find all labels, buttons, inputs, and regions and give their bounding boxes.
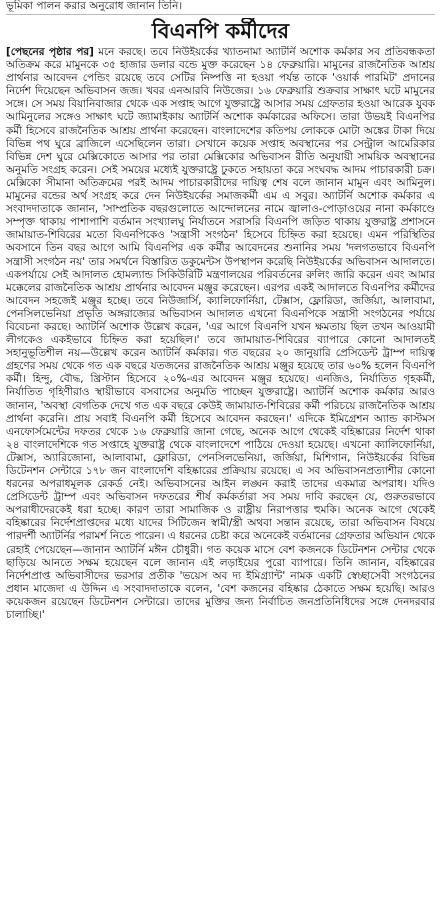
jump-reference: [পেছনের পৃষ্ঠার পর] (6, 46, 94, 58)
article-body (6, 46, 435, 886)
headline: বিএনপি কর্মীদের (151, 19, 290, 43)
article-text: মনে করছে। তবে নিউইয়র্কের খ্যাতনামা অ্যাটর্নি অশোক কর্মকার সব প্রতিবন্ধকতা অতিক্রম করে মামুনকে ৩৫ হাজার ডলার বন্ডে মুক্ত করেছেন ১৪ ফেব্রুয়ারি। মামুনের রাজনৈতিক আশ্রয় প্রার্থনার আবেদন পেন্ডিং রয়েছে তবে সেটির নিষ্পত্তি না হওয়া পর্যন্ত তাকে 'ওয়ার্ক পারমিট' প্রদানের নির্দেশ দিয়েছেন অভিবাসন জজ। খবর এনআরবি নিউজের। ১৬ ফেব্রুয়ারি শুক্রবার সাক্ষাৎ ঘটে মামুনের সঙ্গে। সে সময় বিয়ানিবাজার থেকে এক সপ্তাহ আগে যুক্তরাষ্ট্রে আসার সময় গ্রেফতার হওয়া আরেক যুবক আমিনুলের সঙ্গেও সাক্ষাৎ ঘটে জ্যামাইকায় অ্যাটর্নি অশোক কর্মকারের অফিসে। তারা উভয়ই বিএনপির কর্মী হিসেবে রাজনৈতিক আশ্রয় প্রার্থনা করেছেন। বাংলাদেশের কতিপয় লোককে মোটা অঙ্কের টাকা দিয়ে বিভিন্ন পথ ঘুরে ব্রাজিলে এসেছিলেন তারা। সেখানে কয়েক সপ্তাহ অবস্থানের পর সেন্ট্রাল আমেরিকার বিভিন্ন দেশ ঘুরে মেক্সিকোতে আসার পর তারা মেক্সিকোর অভিবাসন রীতি অনুযায়ী সাময়িক অবস্থানের অনুমতি সংগ্রহ করেন। সেই সময়ের মধ্যেই যুক্তরাষ্ট্রে ঢুকতে সহায়তা করে সংঘবদ্ধ আদম পাচারকারী চক্র। মেক্সিকো সীমানা অতিক্রমের পরই আদম পাচারকারীদের দায়িত্ব শেষ বলে জানান মামুন এবং আমিনুল। মামুনের বন্ডের অর্থ সংগ্রহ করে দেন নিউইয়র্কের সমাজকর্মী এম এ সবুর। অ্যাটর্নি অশোক কর্মকার এ সংবাদদাতাকে জানান, 'সাম্প্রতিক বছরগুলোতে আন্দোলনের নামে জ্বালাও-পোড়াওয়ের নানা কর্মকাণ্ডে সম্পৃক্ত থাকায় পাশাপাশি বর্তমান সংখ্যালঘু নির্যাতনে সরাসরি বিএনপি জড়িত থাকায় যুক্তরাষ্ট্র প্রশাসনে জামায়াত-শিবিরের মতো বিএনপিকেও 'সন্ত্রাসী সংগঠন' হিসেবে চিহ্নিত করা হয়েছে। এমন পরিস্থিতির অবসানে তিন বছর আগে আমি বিএনপির এক কর্মীর আবেদনের শুনানির সময় 'দলগতভাবে বিএনপি সন্ত্রাসী সংগঠন নয়' তার সমর্থনে বিস্তারিত ডকুমেন্টস উপস্থাপন করেছি নিউইয়র্কের অভিবাসন আদালতে। একপর্যায়ে সেই আদালত হোমল্যান্ড সিকিউরিটি মন্ত্রণালয়ের পরিবর্তনের রুলিং জারি করেন এবং আমার মক্কেলের রাজনৈতিক আশ্রয় প্রার্থনার আবেদন মঞ্জুর করেছেন। এরপর একই আদালতে বিএনপির কর্মীদের আবেদন সহজেই মঞ্জুর হচ্ছে। তবে নিউজার্সি, ক্যালিফোর্নিয়া, টেক্সাস, ফ্লোরিডা, জর্জিয়া, আলাবামা, পেনসিলভেনিয়া প্রভৃতি অঙ্গরাজ্যের অভিবাসন আদালত এখনো বিএনপিকে সন্ত্রাসী সংগঠনের পর্যায়ে বিবেচনা করছে। অ্যাটর্নি অশোক উল্লেখ করেন, 'এর আগে বিএনপি যখন ক্ষমতায় ছিল তখন আওয়ামী লীগকেও একইভাবে চিহ্নিত করা হয়েছিল।' তবে জামায়াত-শিবিরের ব্যাপারে কোনো আদালতই সহানুভূতিশীল নয়—উল্লেখ করেন অ্যাটর্নি কর্মকার। গত বছরের ২০ জানুয়ারি প্রেসিডেন্ট ট্রাম্প দায়িত্ব গ্রহণের সময় থেকে গত এক বছরে যতজনের রাজনৈতিক আশ্রয় মঞ্জুর হয়েছে তার ৬০% হলেন বিএনপি কর্মী। হিন্দু, বৌদ্ধ, খ্রিস্টান হিসেবে ২০%-এর আবেদন মঞ্জুর হয়েছে। এনজিও, নির্যাতিত গৃহকর্মী, নির্যাতিত গৃহিণীরাও স্থায়ীভাবে বসবাসের অনুমতি পাচ্ছেন যুক্তরাষ্ট্রে। অ্যাটর্নি অশোক কর্মকার আরও জানান, 'অবস্থা বেগতিক দেখে গত এক বছরে কেউই জামায়াত-শিবিরের কর্মী পরিচয়ে রাজনৈতিক আশ্রয় প্রার্থনা করেনি। প্রায় সবাই বিএনপি কর্মী হিসেবে আবেদন করছেন।' এদিকে ইমিগ্রেশন অ্যান্ড কাস্টমস এনফোর্সমেন্টের দফতর থেকে ১৬ ফেব্রুয়ারি জানা গেছে, অনেক আগে থেকেই বহিষ্কারের নির্দেশ থাকা ২৪ বাংলাদেশিকে গত সপ্তাহে যুক্তরাষ্ট্র থেকে বাংলাদেশে পাঠিয়ে দেওয়া হয়েছে। এখনো ক্যালিফোর্নিয়া, টেক্সাস, অ্যারিজোনা, আলাবামা, ফ্লোরিডা, পেনসিলভেনিয়া, জর্জিয়া, মিশিগান, নিউইয়র্কের বিভিন্ন ডিটেনশন সেন্টারে ১৭৮ জন বাংলাদেশি বহিষ্কারের প্রক্রিয়ায় রয়েছে। এ সব অভিবাসনপ্রত্যাশীর কোনো ধরনের অপরাধমূলক রেকর্ড নেই। অভিবাসনের আইন লঙ্ঘন করাই তাদের একমাত্র অপরাধ। যদিও প্রেসিডেন্ট ট্রাম্প এবং অভিবাসন দফতরের শীর্ষ কর্মকর্তারা সব সময় দাবি করছেন যে, গুরুতরভাবে অপরাধীদেরকেই ধরা হচ্ছে। কারণ তারা সামাজিক ও রাষ্ট্রীয় নিরাপত্তার হুমকি। অনেক আগে থেকেই বহিষ্কারের নির্দেশপ্রাপ্তদের মধ্যে যাদের সিটিজেন স্বামী/স্ত্রী অথবা সন্তান রয়েছে, তারা অভিবাসন বিষয়ে পারদর্শী অ্যাটর্নির পরামর্শ নিতে পারেন। এ ধরনের চেষ্টা করে অনেকেই বর্তমানের গ্রেফতার অভিযান থেকে রেহাই পেয়েছেন—জানান অ্যাটর্নি মঈন চৌধুরী। গত কয়েক মাসে বেশ কজনকে ডিটেনশন সেন্টার থেকে ছাড়িয়ে আনতে সক্ষম হয়েছেন বলে জানান এই লড়াইয়ের পুরো ব্যাপারে। তিনি জানান, বহিষ্কারের নির্দেশপ্রাপ্ত অভিবাসীদের ভরসার প্রতীক 'ভয়েস অব দ্য ইমিগ্র্যান্ট' নামক একটি স্বেচ্ছাসেবী সংগঠনের প্রধান মাজেদা এ উদ্দিন এ সংবাদদাতাকে বলেন, 'বেশ কজনের বহিষ্কার ঠেকাতে সক্ষম হয়েছি। আরও কয়েকজন রয়েছেন ডিটেনশন সেন্টারে। তাদের মুক্তির জন্য নির্বাচিত জনপ্রতিনিধিদের সঙ্গে দেনদরবার চালাচ্ছি।' (6, 46, 435, 622)
previous-article-tail: ভূমিকা পালন করার অনুরোধ জানান তিনি। (6, 0, 435, 15)
